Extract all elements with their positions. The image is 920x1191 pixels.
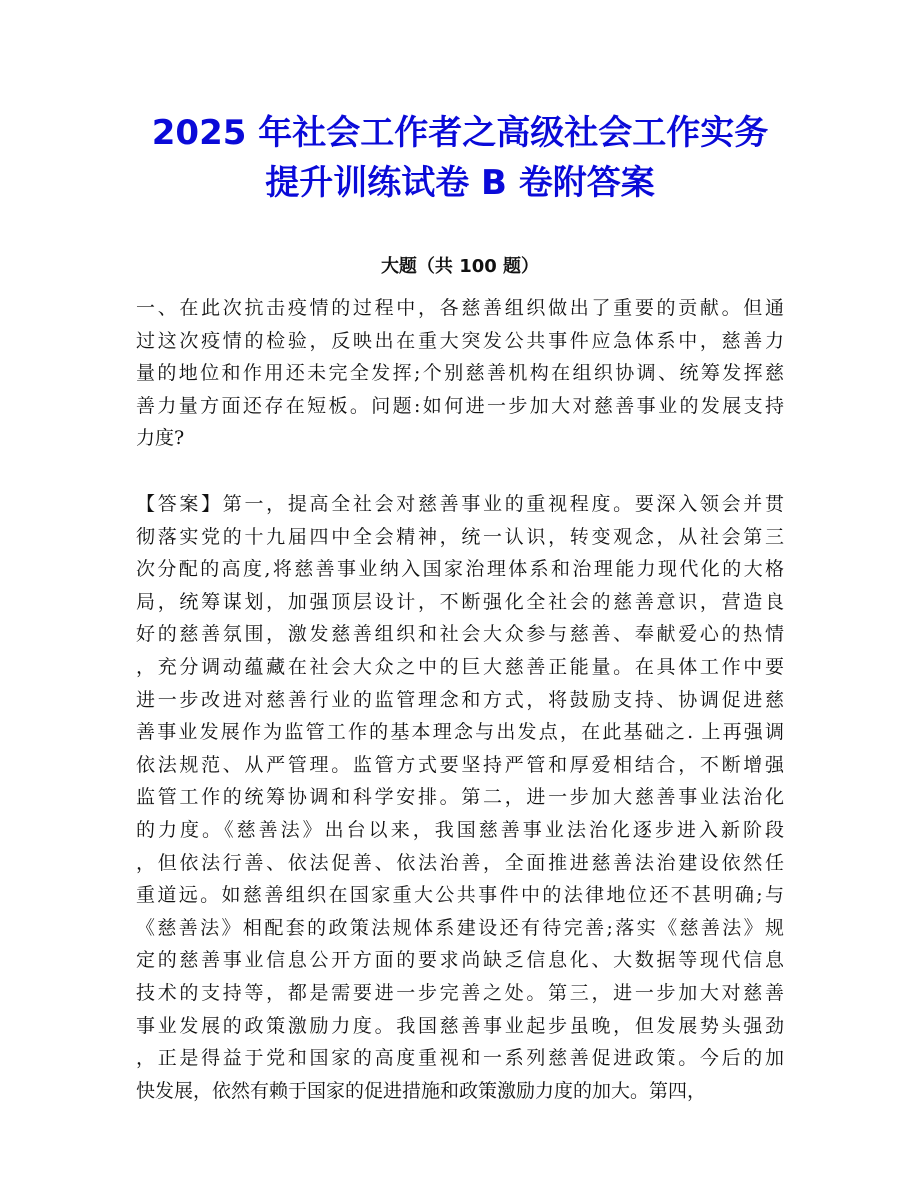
answer-line: ，充分调动蕴藏在社会大众之中的巨大慈善正能量。在具体工作中要 [136, 655, 784, 678]
answer-line: ，正是得益于党和国家的高度重视和一系列慈善促进政策。今后的加 [136, 1047, 784, 1070]
question-line: 过这次疫情的检验，反映出在重大突发公共事件应急体系中，慈善力 [136, 329, 784, 352]
question-line: 力度? [136, 427, 185, 449]
answer-line: ，但依法行善、依法促善、依法治善，全面推进慈善法治建设依然任 [136, 851, 784, 874]
answer-line: 善事业发展作为监管工作的基本理念与出发点，在此基础之. 上再强调 [136, 721, 784, 744]
title-line: 提升训练试卷 B 卷附答案 [265, 163, 655, 203]
question-line: 量的地位和作用还未完全发挥;个别慈善机构在组织协调、统筹发挥慈 [136, 362, 784, 384]
answer-line: 次分配的高度,将慈善事业纳入国家治理体系和治理能力现代化的大格 [136, 558, 784, 581]
answer-line: 技术的支持等，都是需要进一步完善之处。第三，进一步加大对慈善 [136, 981, 784, 1004]
answer-line: 重道远。如慈善组织在国家重大公共事件中的法律地位还不甚明确;与 [136, 884, 784, 907]
answer-line: 《慈善法》相配套的政策法规体系建设还有待完善;落实《慈善法》规 [136, 916, 784, 939]
answer-line: 事业发展的政策激励力度。我国慈善事业起步虽晚，但发展势头强劲 [136, 1014, 784, 1037]
answer-line: 监管工作的统筹协调和科学安排。第二，进一步加大慈善事业法治化 [136, 786, 784, 809]
answer-line: 快发展，依然有赖于国家的促进措施和政策激励力度的加大。第四， [136, 1079, 707, 1102]
document-title [0, 108, 920, 208]
title-line: 2025 年社会工作者之高级社会工作实务 [151, 113, 769, 153]
answer-line: 依法规范、从严管理。监管方式要坚持严管和厚爱相结合，不断增强 [136, 753, 784, 776]
answer-line: 进一步改进对慈善行业的监管理念和方式，将鼓励支持、协调促进慈 [136, 688, 784, 711]
answer-line: 彻落实党的十九届四中全会精神，统一认识，转变观念，从社会第三 [136, 525, 784, 548]
answer-line: 定的慈善事业信息公开方面的要求尚缺乏信息化、大数据等现代信息 [136, 949, 784, 972]
question-line: 善力量方面还存在短板。问题:如何进一步加大对慈善事业的发展支持 [136, 394, 784, 417]
answer-paragraph [136, 488, 784, 1107]
answer-line: 好的慈善氛围，激发慈善组织和社会大众参与慈善、奉献爱心的热情 [136, 623, 784, 646]
answer-line: 的力度。《慈善法》出台以来，我国慈善事业法治化逐步进入新阶段 [136, 818, 784, 841]
answer-line: 【答案】第一，提高全社会对慈善事业的重视程度。要深入领会并贯 [136, 493, 784, 515]
question-line: 一、在此次抗击疫情的过程中，各慈善组织做出了重要的贡献。但通 [136, 297, 784, 319]
question-paragraph [136, 292, 784, 455]
answer-line: 局，统筹谋划，加强顶层设计，不断强化全社会的慈善意识，营造良 [136, 590, 784, 613]
section-heading: 大题（共 100 题） [380, 256, 540, 277]
